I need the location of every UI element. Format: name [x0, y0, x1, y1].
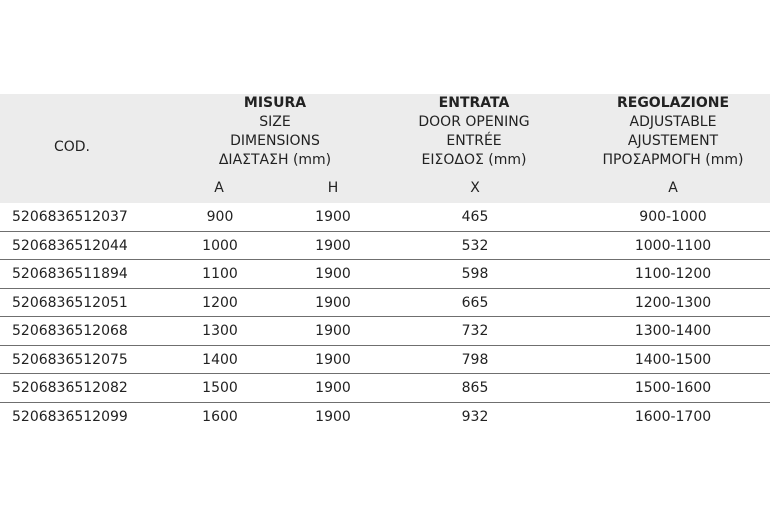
cell-size-h: 1900 [315, 266, 351, 282]
cell-size-h: 1900 [315, 351, 351, 368]
cell-size-a: 1100 [202, 266, 238, 282]
table-row [0, 374, 770, 403]
header-regolazione [583, 94, 763, 170]
cell-code: 5206836512082 [12, 380, 128, 396]
cell-opening-x: 732 [461, 323, 489, 339]
cell-size-a: 1500 [202, 380, 238, 396]
cell-size-h: 1900 [315, 380, 351, 396]
subheader-a-size: A [214, 180, 224, 196]
cell-adjustable-a: 1100-1200 [634, 266, 712, 282]
header-regolazione-title: REGOLAZIONE [616, 95, 730, 111]
header-entrata-line: DOOR OPENING [418, 114, 530, 130]
cell-code: 5206836512075 [12, 351, 128, 368]
cell-size-h: 1900 [315, 294, 351, 311]
cell-opening-x: 865 [461, 380, 489, 396]
cell-code: 5206836512037 [12, 209, 128, 225]
table-row [0, 260, 770, 289]
cell-opening-x: 532 [461, 237, 489, 254]
table-row [0, 346, 770, 375]
cell-code: 5206836512044 [12, 237, 128, 254]
table-row [0, 289, 770, 318]
cell-size-h: 1900 [315, 209, 351, 225]
cell-opening-x: 665 [461, 294, 489, 311]
header-misura-line: DIMENSIONS [230, 133, 320, 149]
header-code [40, 138, 104, 157]
header-entrata-line: ΕΙΣΟΔΟΣ (mm) [421, 152, 527, 168]
header-code-label: COD. [53, 139, 91, 155]
header-misura [190, 94, 360, 170]
cell-opening-x: 932 [461, 408, 489, 425]
header-regolazione-line: ΠΡΟΣΑΡΜΟΓΗ (mm) [602, 152, 744, 168]
cell-size-a: 1400 [202, 351, 238, 368]
table-body [0, 203, 770, 430]
header-regolazione-line: AJUSTEMENT [627, 133, 719, 149]
table-row [0, 203, 770, 232]
table-row [0, 317, 770, 346]
cell-code: 5206836512051 [12, 294, 128, 311]
cell-size-a: 1000 [202, 237, 238, 254]
cell-opening-x: 798 [461, 351, 489, 368]
cell-adjustable-a: 1300-1400 [634, 323, 712, 339]
header-regolazione-line: ADJUSTABLE [629, 114, 717, 130]
header-misura-title: MISURA [243, 95, 307, 111]
header-entrata-title: ENTRATA [438, 95, 510, 111]
header-misura-line: SIZE [259, 114, 291, 130]
subheader-x-opening: X [470, 180, 480, 196]
cell-size-a: 1600 [202, 408, 238, 425]
cell-code: 5206836511894 [12, 266, 128, 282]
cell-size-a: 900 [206, 209, 234, 225]
cell-size-h: 1900 [315, 323, 351, 339]
subheader-h-size: H [327, 180, 339, 196]
cell-adjustable-a: 1400-1500 [634, 351, 712, 368]
cell-size-a: 1200 [202, 294, 238, 311]
cell-code: 5206836512099 [12, 408, 128, 425]
cell-size-h: 1900 [315, 408, 351, 425]
spec-table [0, 94, 770, 430]
cell-adjustable-a: 1000-1100 [634, 237, 712, 254]
table-row [0, 403, 770, 431]
cell-code: 5206836512068 [12, 323, 128, 339]
cell-size-a: 1300 [202, 323, 238, 339]
cell-size-h: 1900 [315, 237, 351, 254]
subheader-a-adjustable: A [668, 180, 678, 196]
cell-opening-x: 465 [461, 209, 489, 225]
header-entrata-line: ENTRÉE [446, 133, 502, 149]
header-entrata [392, 94, 556, 170]
cell-adjustable-a: 1600-1700 [634, 408, 712, 425]
table-header [0, 94, 770, 203]
header-misura-line: ΔΙΑΣΤΑΣΗ (mm) [218, 152, 332, 168]
cell-adjustable-a: 1500-1600 [634, 380, 712, 396]
table-row [0, 232, 770, 261]
cell-adjustable-a: 900-1000 [639, 209, 707, 225]
cell-adjustable-a: 1200-1300 [634, 294, 712, 311]
cell-opening-x: 598 [461, 266, 489, 282]
